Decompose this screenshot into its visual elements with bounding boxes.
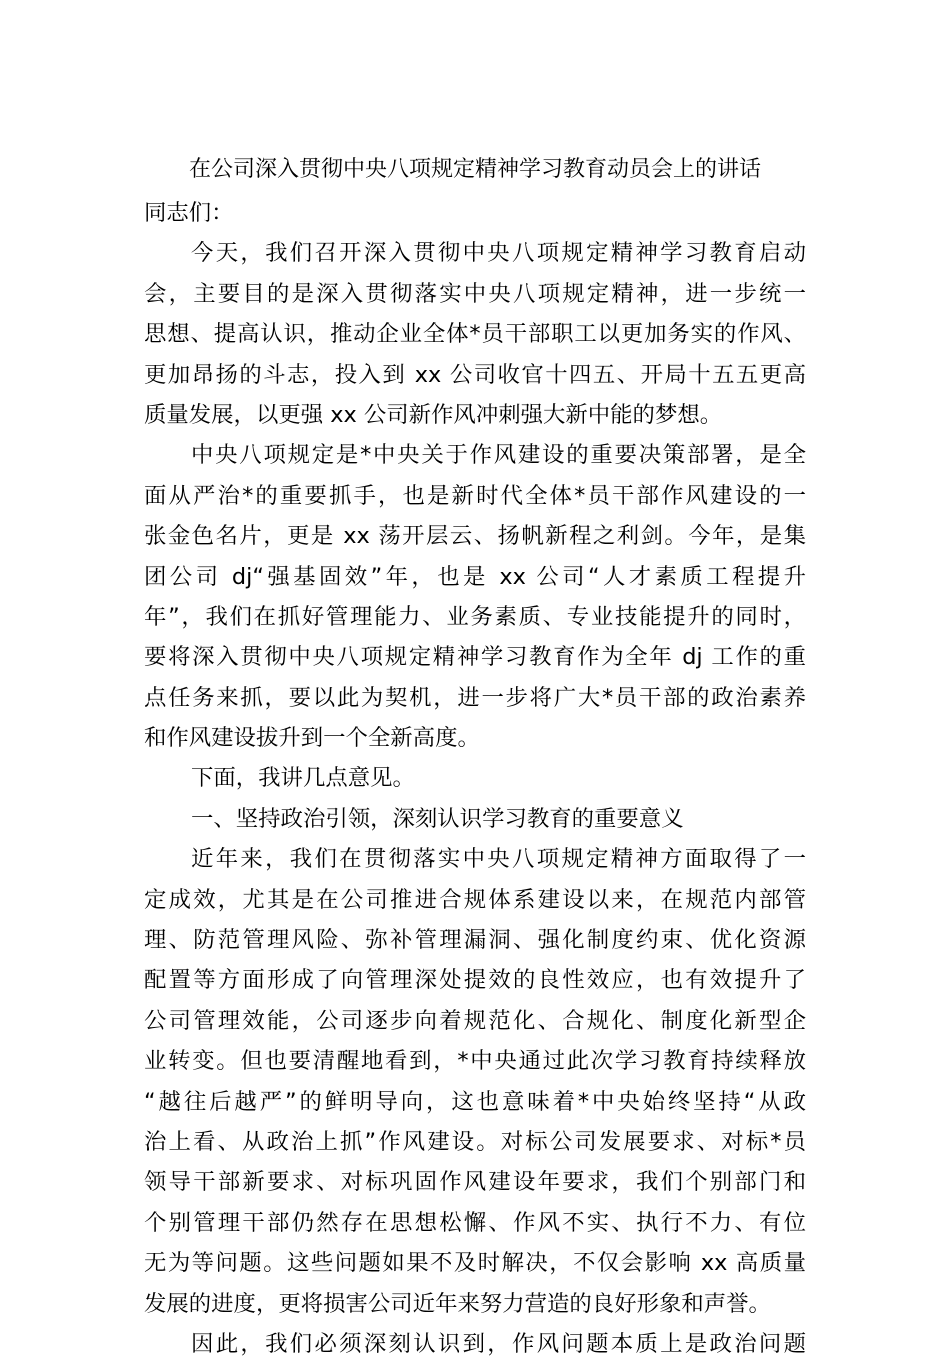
paragraph-line: 思想、提高认识，推动企业全体*员干部职工以更加务实的作风、 — [144, 321, 806, 348]
paragraph-line: 团公司 dj“强基固效”年，也是 xx 公司“人才素质工程提升 — [144, 563, 806, 590]
paragraph-line: 面从严治*的重要抓手，也是新时代全体*员干部作风建设的一 — [144, 482, 806, 509]
document-title: 在公司深入贯彻中央八项规定精神学习教育动员会上的讲话 — [188, 157, 761, 182]
salutation: 同志们： — [144, 200, 234, 226]
paragraph-line: 配置等方面形成了向管理深处提效的良性效应，也有效提升了 — [144, 967, 806, 994]
paragraph-line: 近年来，我们在贯彻落实中央八项规定精神方面取得了一 — [191, 846, 806, 873]
paragraph-line: 定成效，尤其是在公司推进合规体系建设以来，在规范内部管 — [144, 886, 806, 913]
paragraph-line: 个别管理干部仍然存在思想松懈、作风不实、执行不力、有位 — [144, 1209, 806, 1236]
document-body — [144, 193, 806, 1364]
paragraph-line: 公司管理效能，公司逐步向着规范化、合规化、制度化新型企 — [144, 1007, 806, 1034]
paragraph-line: 治上看、从政治上抓”作风建设。对标公司发展要求、对标*员 — [144, 1128, 806, 1155]
paragraph-line: 更加昂扬的斗志，投入到 xx 公司收官十四五、开局十五五更高 — [144, 361, 806, 388]
paragraph-line: 张金色名片，更是 xx 荡开层云、扬帆新程之利剑。今年，是集 — [144, 523, 806, 550]
paragraph-line: 理、防范管理风险、弥补管理漏洞、强化制度约束、优化资源 — [144, 927, 806, 954]
paragraph-line: 业转变。但也要清醒地看到，*中央通过此次学习教育持续释放 — [144, 1048, 806, 1075]
paragraph-line: 发展的进度，更将损害公司近年来努力营造的良好形象和声誉。 — [144, 1290, 771, 1317]
paragraph-line: 和作风建设拔升到一个全新高度。 — [144, 725, 480, 752]
paragraph-line: 今天，我们召开深入贯彻中央八项规定精神学习教育启动 — [191, 240, 806, 267]
paragraph-line: 要将深入贯彻中央八项规定精神学习教育作为全年 dj 工作的重 — [144, 644, 806, 671]
paragraph-line: 领导干部新要求、对标巩固作风建设年要求，我们个别部门和 — [144, 1169, 806, 1196]
paragraph-line: 会，主要目的是深入贯彻落实中央八项规定精神，进一步统一 — [144, 280, 806, 307]
paragraph-line: 质量发展，以更强 xx 公司新作风冲刺强大新中能的梦想。 — [144, 401, 723, 428]
paragraph-line: “越往后越严”的鲜明导向，这也意味着*中央始终坚持“从政 — [144, 1088, 806, 1115]
paragraph-line: 中央八项规定是*中央关于作风建设的重要决策部署，是全 — [191, 442, 806, 469]
section-heading: 一、坚持政治引领，深刻认识学习教育的重要意义 — [191, 805, 684, 832]
paragraph-line: 年”，我们在抓好管理能力、业务素质、专业技能提升的同时， — [144, 603, 806, 630]
paragraph-line: 下面，我讲几点意见。 — [191, 765, 415, 792]
paragraph-line: 因此，我们必须深刻认识到，作风问题本质上是政治问题 — [191, 1330, 806, 1357]
paragraph-line: 点任务来抓，要以此为契机，进一步将广大*员干部的政治素养 — [144, 684, 806, 711]
paragraph-line: 无为等问题。这些问题如果不及时解决，不仅会影响 xx 高质量 — [144, 1250, 806, 1277]
